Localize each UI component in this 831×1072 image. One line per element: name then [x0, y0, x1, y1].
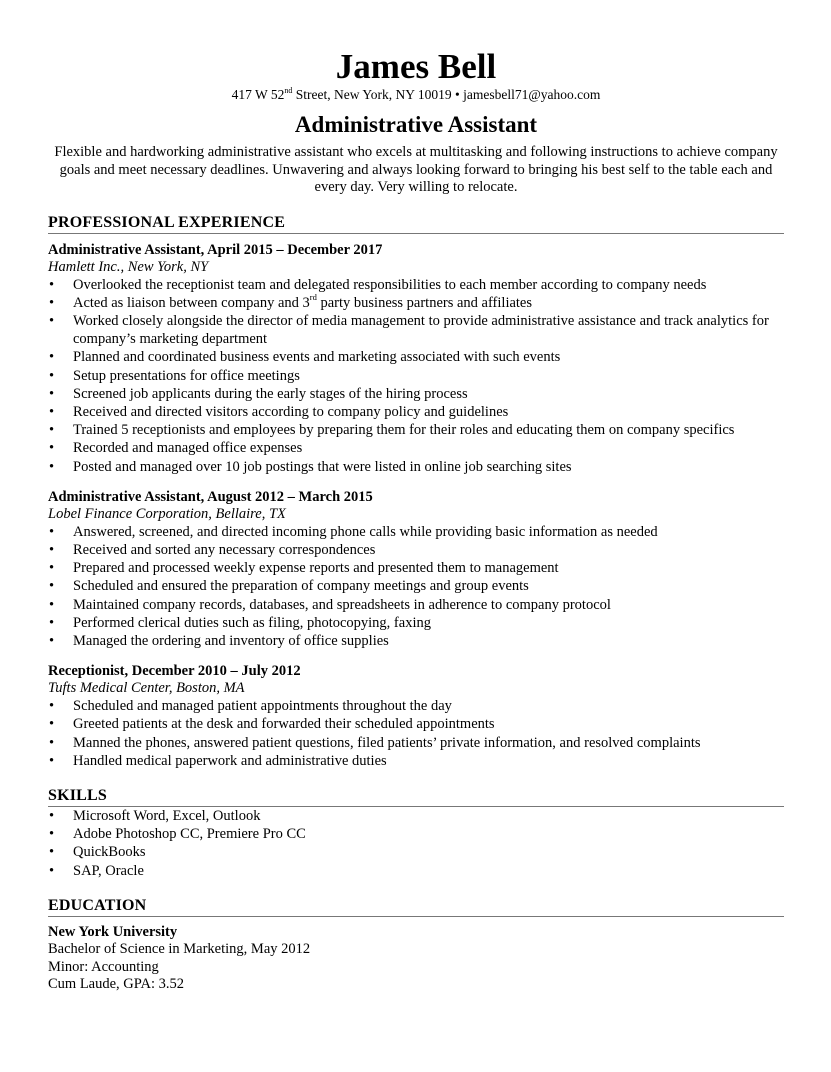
- bullet-text: Screened job applicants during the early stages of the hiring process: [73, 385, 468, 402]
- bullet-glyph: •: [49, 541, 55, 558]
- bullet-glyph: •: [49, 596, 55, 613]
- candidate-name: James Bell: [335, 47, 497, 86]
- email: jamesbell71@yahoo.com: [463, 87, 601, 102]
- bullet-glyph: •: [49, 276, 55, 293]
- bullet-text: Scheduled and managed patient appointments throughout the day: [73, 698, 452, 715]
- list-item: [48, 596, 784, 614]
- bullet-text: Received and directed visitors according to company policy and guidelines: [73, 403, 509, 420]
- bullet-glyph: •: [49, 614, 55, 631]
- list-item: [48, 697, 784, 715]
- job-title: Administrative Assistant, August 2012 – March 2015: [48, 488, 373, 505]
- bullet-text: Performed clerical duties such as filing, photocopying, faxing: [73, 614, 431, 631]
- section-heading-skills: SKILLS: [48, 786, 784, 807]
- bullet-glyph: •: [49, 312, 55, 329]
- bullet-glyph: •: [49, 862, 55, 879]
- bullet-text: Adobe Photoshop CC, Premiere Pro CC: [73, 826, 306, 843]
- bullet-text: SAP, Oracle: [73, 862, 144, 879]
- bullet-text: Greeted patients at the desk and forwarded their scheduled appointments: [73, 716, 495, 733]
- list-item: [48, 614, 784, 632]
- employer: Lobel Finance Corporation, Bellaire, TX: [48, 505, 286, 522]
- job-entry: [48, 488, 784, 650]
- list-item: [48, 348, 784, 366]
- bullet-text: Overlooked the receptionist team and delegated responsibilities to each member according to company needs: [73, 276, 707, 293]
- bullet-text: Received and sorted any necessary correspondences: [73, 541, 376, 558]
- bullet-glyph: •: [49, 422, 55, 439]
- bullet-text: QuickBooks: [73, 844, 146, 861]
- bullet-text: Recorded and managed office expenses: [73, 440, 303, 457]
- list-item: [48, 541, 784, 559]
- bullet-text: Microsoft Word, Excel, Outlook: [73, 807, 261, 824]
- employer: Tufts Medical Center, Boston, MA: [48, 680, 245, 697]
- job-title: Receptionist, December 2010 – July 2012: [48, 663, 301, 680]
- list-item: [48, 825, 784, 843]
- honors: Cum Laude, GPA: 3.52: [48, 976, 185, 993]
- job-duties-list: [48, 276, 784, 476]
- education-block: [48, 924, 784, 994]
- list-item: [48, 403, 784, 421]
- section-heading-education: EDUCATION: [48, 896, 784, 917]
- bullet-glyph: •: [49, 578, 55, 595]
- address-post: Street, New York, NY 10019: [292, 87, 452, 102]
- bullet-text: Managed the ordering and inventory of office supplies: [73, 632, 389, 649]
- bullet-glyph: •: [49, 523, 55, 540]
- list-item: [48, 752, 784, 770]
- bullet-text: Setup presentations for office meetings: [73, 367, 300, 384]
- bullet-text-post: party business partners and affiliates: [316, 294, 533, 311]
- list-item: [48, 632, 784, 650]
- bullet-glyph: •: [49, 349, 55, 366]
- bullet-text-ordinal: rd: [309, 291, 317, 302]
- bullet-glyph: •: [49, 403, 55, 420]
- bullet-glyph: •: [49, 716, 55, 733]
- bullet-glyph: •: [49, 440, 55, 457]
- bullet-text: Worked closely alongside the director of media management to provide administrative assistance and track analytics for company’s marketing department: [73, 312, 769, 348]
- bullet-glyph: •: [49, 807, 55, 824]
- list-item: [48, 523, 784, 541]
- minor: Minor: Accounting: [48, 958, 159, 975]
- job-duties-list: [48, 697, 784, 770]
- bullet-text: Maintained company records, databases, and spreadsheets in adherence to company protocol: [73, 596, 611, 613]
- list-item: [48, 276, 784, 294]
- list-item: [48, 421, 784, 439]
- experience-list: [48, 241, 784, 770]
- contact-line: [48, 87, 784, 103]
- address-ordinal: nd: [284, 85, 293, 95]
- skills-list: [48, 807, 784, 880]
- bullet-glyph: •: [49, 632, 55, 649]
- degree: Bachelor of Science in Marketing, May 2012: [48, 941, 311, 958]
- address-pre: 417 W 52: [231, 87, 285, 102]
- list-item: [48, 734, 784, 752]
- list-item: [48, 458, 784, 476]
- section-heading-experience: PROFESSIONAL EXPERIENCE: [48, 213, 784, 234]
- bullet-glyph: •: [49, 752, 55, 769]
- bullet-glyph: •: [49, 294, 55, 311]
- list-item: [48, 559, 784, 577]
- bullet-text: Answered, screened, and directed incoming phone calls while providing basic information as needed: [73, 523, 658, 540]
- list-item: [48, 862, 784, 880]
- list-item: [48, 715, 784, 733]
- bullet-glyph: •: [49, 458, 55, 475]
- list-item: [48, 843, 784, 861]
- bullet-glyph: •: [49, 367, 55, 384]
- list-item: [48, 385, 784, 403]
- job-entry: [48, 662, 784, 770]
- bullet-text: Prepared and processed weekly expense reports and presented them to management: [73, 560, 559, 577]
- list-item: [48, 807, 784, 825]
- bullet-text: Planned and coordinated business events and marketing associated with such events: [73, 349, 561, 366]
- job-duties-list: [48, 523, 784, 650]
- bullet-text: Scheduled and ensured the preparation of company meetings and group events: [73, 578, 529, 595]
- list-item: [48, 312, 784, 348]
- employer: Hamlett Inc., New York, NY: [48, 258, 209, 275]
- bullet-text: Trained 5 receptionists and employees by preparing them for their roles and educating them on company specifics: [73, 422, 735, 439]
- list-item: [48, 439, 784, 457]
- bullet-text: Manned the phones, answered patient questions, filed patients’ private information, and resolved complaints: [73, 734, 701, 751]
- job-entry: [48, 241, 784, 476]
- bullet-glyph: •: [49, 734, 55, 751]
- bullet-glyph: •: [49, 698, 55, 715]
- bullet-glyph: •: [49, 844, 55, 861]
- contact-separator: •: [451, 87, 464, 102]
- bullet-text: Handled medical paperwork and administrative duties: [73, 752, 387, 769]
- professional-summary: Flexible and hardworking administrative assistant who excels at multitasking and following instructions to achieve company goals and meet necessary deadlines. Unwavering and always looking forward to bringing his best self to the table each and every day. Very willing to relocate.: [54, 144, 778, 195]
- list-item: [48, 577, 784, 595]
- target-job-title: Administrative Assistant: [294, 112, 538, 137]
- bullet-glyph: •: [49, 560, 55, 577]
- bullet-text: Posted and managed over 10 job postings that were listed in online job searching sites: [73, 458, 572, 475]
- bullet-glyph: •: [49, 826, 55, 843]
- list-item: [48, 291, 784, 312]
- school-name: New York University: [48, 923, 178, 940]
- job-title: Administrative Assistant, April 2015 – December 2017: [48, 241, 383, 258]
- list-item: [48, 367, 784, 385]
- bullet-text-pre: Acted as liaison between company and 3: [73, 294, 310, 311]
- bullet-glyph: •: [49, 385, 55, 402]
